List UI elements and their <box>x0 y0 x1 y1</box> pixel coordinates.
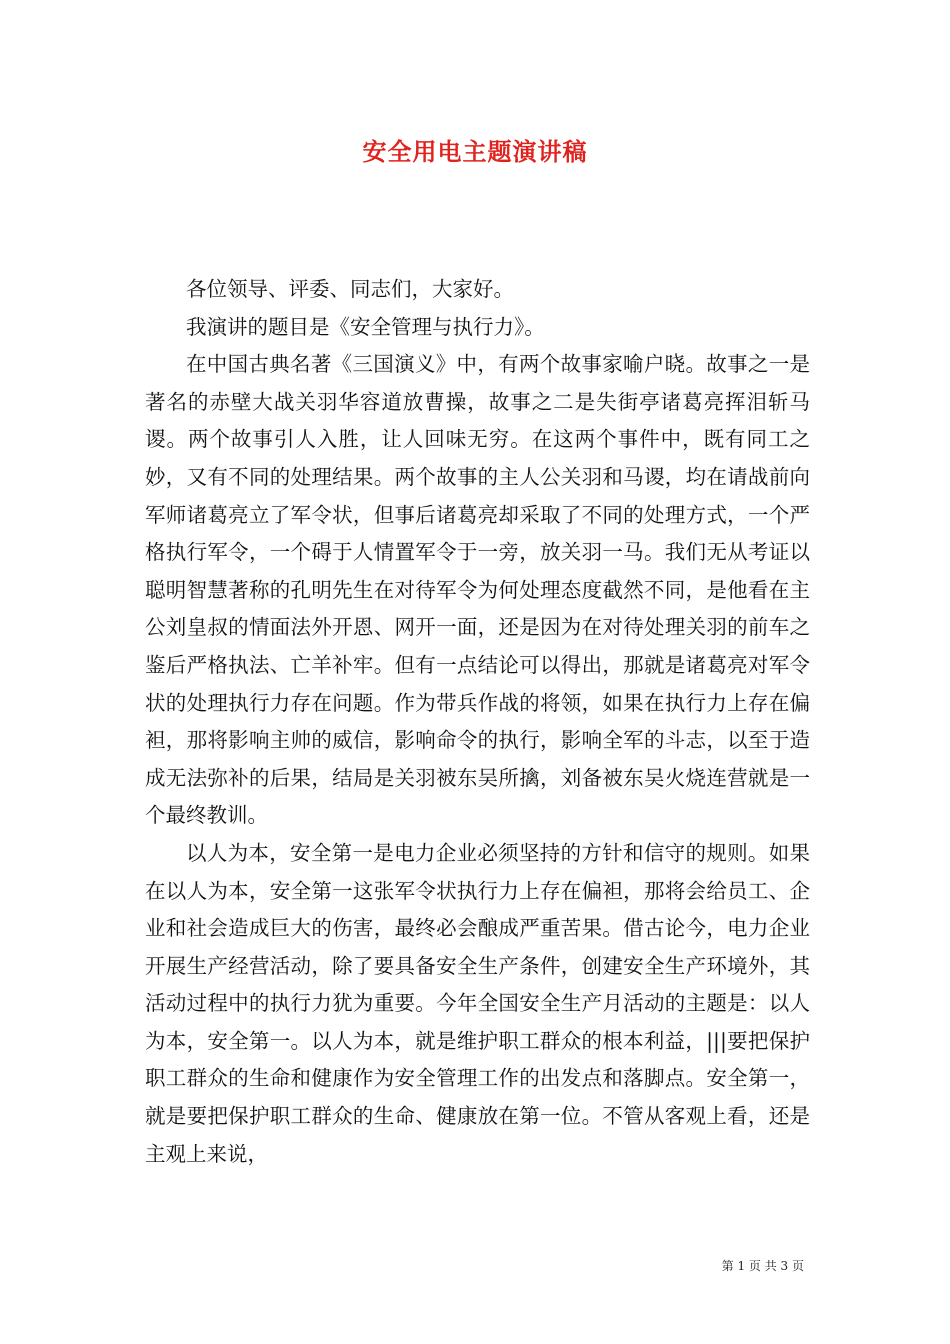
document-body <box>145 271 810 1173</box>
paragraph-greeting: 各位领导、评委、同志们，大家好。 <box>186 277 514 301</box>
paragraph-topic: 我演讲的题目是《安全管理与执行力》。 <box>186 314 545 339</box>
page-title: 安全用电主题演讲稿 <box>362 137 588 166</box>
page-number: 第 1 页 共 3 页 <box>721 1259 804 1273</box>
paragraph-story: 在中国古典名著《三国演义》中，有两个故事家喻户晓。故事之一是著名的赤壁大战关羽华容道放曹操，故事之二是失街亭诸葛亮挥泪斩马谡。两个故事引人入胜，让人回味无穷。在这两个事件中，既有同工之妙，又有不同的处理结果。两个故事的主人公关羽和马谡，均在请战前向军师诸葛亮立了军令状，但事后诸葛亮却采取了不同的处理方式，一个严格执行军令，一个碍于人情置军令于一旁，放关羽一马。我们无从考证以聪明智慧著称的孔明先生在对待军令为何处理态度截然不同，是他看在主公刘皇叔的情面法外开恩、网开一面，还是因为在对待处理关羽的前车之鉴后严格执法、亡羊补牢。但有一点结论可以得出，那就是诸葛亮对军令状的处理执行力存在问题。作为带兵作战的将领，如果在执行力上存在偏袒，那将影响主帅的威信，影响命令的执行，影响全军的斗志，以至于造成无法弥补的后果，结局是关羽被东吴所擒，刘备被东吴火烧连营就是一个最终教训。 <box>145 352 810 828</box>
paragraph-safety-first: 以人为本，安全第一是电力企业必须坚持的方针和信守的规则。如果在以人为本，安全第一这张军令状执行力上存在偏袒，那将会给员工、企业和社会造成巨大的伤害，最终必会酿成严重苦果。借古论今，电力企业开展生产经营活动，除了要具备安全生产条件，创建安全生产环境外，其活动过程中的执行力犹为重要。今年全国安全生产月活动的主题是：以人为本，安全第一。以人为本，就是维护职工群众的根本利益，|||要把保护职工群众的生命和健康作为安全管理工作的出发点和落脚点。安全第一，就是要把保护职工群众的生命、健康放在第一位。不管从客观上看，还是主观上来说， <box>145 840 810 1166</box>
